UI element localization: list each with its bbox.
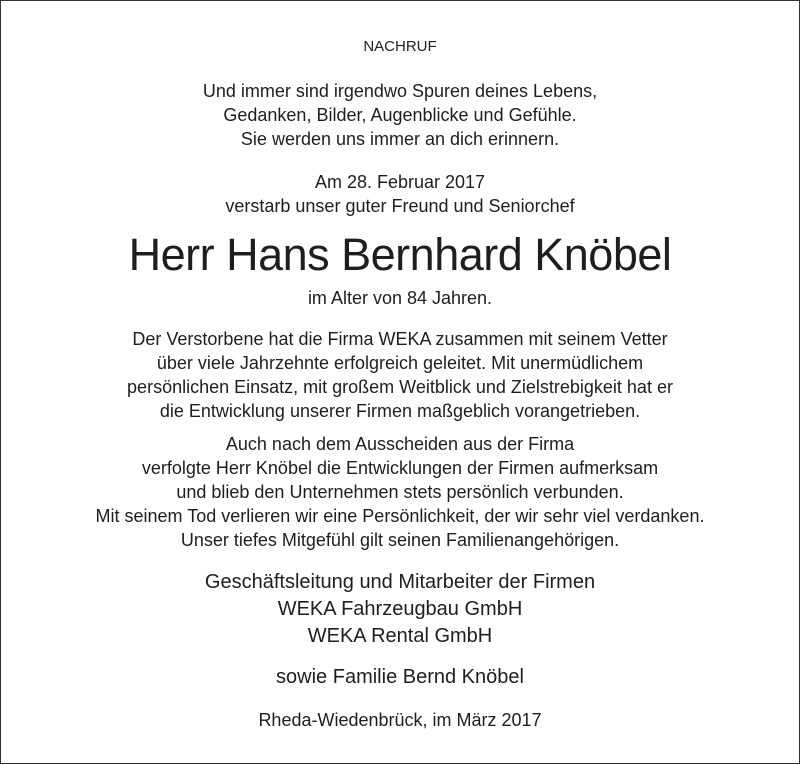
paragraph-line: verfolgte Herr Knöbel die Entwicklungen der Firmen aufmerksam xyxy=(141,458,659,478)
verse-line: Gedanken, Bilder, Augenblicke und Gefühle. xyxy=(223,105,577,125)
verse-line: Und immer sind irgendwo Spuren deines Lebens, xyxy=(202,81,598,101)
signatory-line: WEKA Fahrzeugbau GmbH xyxy=(277,598,523,620)
intro-line: verstarb unser guter Freund und Seniorchef xyxy=(225,196,575,216)
deceased-name: Herr Hans Bernhard Knöbel xyxy=(128,229,672,280)
paragraph-line: Mit seinem Tod verlieren wir eine Persönlichkeit, der wir sehr viel verdanken. xyxy=(95,506,705,526)
place-date: Rheda-Wiedenbrück, im März 2017 xyxy=(258,710,542,730)
paragraph-line: und blieb den Unternehmen stets persönlich verbunden. xyxy=(176,482,624,502)
paragraph-line: persönlichen Einsatz, mit großem Weitblick und Zielstrebigkeit hat er xyxy=(127,377,673,397)
date-line: Am 28. Februar 2017 xyxy=(314,172,486,192)
family-line: sowie Familie Bernd Knöbel xyxy=(276,666,524,688)
signatory-line: WEKA Rental GmbH xyxy=(307,625,493,647)
paragraph-line: Auch nach dem Ausscheiden aus der Firma xyxy=(225,434,575,454)
heading: NACHRUF xyxy=(363,38,437,55)
paragraph-line: Der Verstorbene hat die Firma WEKA zusammen mit seinem Vetter xyxy=(132,329,668,349)
age-line: im Alter von 84 Jahren. xyxy=(307,288,493,308)
signatory-line: Geschäftsleitung und Mitarbeiter der Firmen xyxy=(204,571,596,593)
paragraph-line: über viele Jahrzehnte erfolgreich geleitet. Mit unermüdlichem xyxy=(156,353,644,373)
verse-line: Sie werden uns immer an dich erinnern. xyxy=(240,129,560,149)
paragraph-line: Unser tiefes Mitgefühl gilt seinen Familienangehörigen. xyxy=(180,530,620,550)
paragraph-line: die Entwicklung unserer Firmen maßgeblich vorangetrieben. xyxy=(159,401,641,421)
